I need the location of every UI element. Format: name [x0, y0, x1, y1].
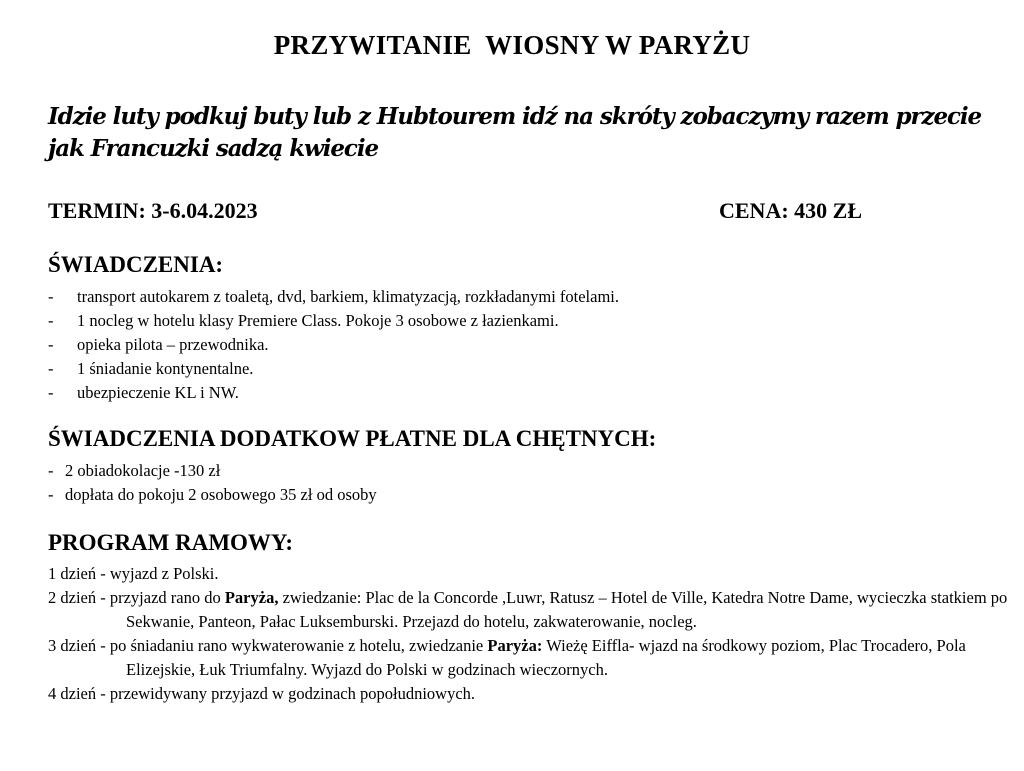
list-item: - transport autokarem z toaletą, dvd, barkiem, klimatyzacją, rozkładanymi fotelami. [48, 287, 620, 306]
program-day-2: 2 dzień - przyjazd rano do Paryża, zwiedzanie: Plac de la Concorde ,Luwr, Ratusz – Hotel de Ville, Katedra Notre Dame, wycieczka statkiem po Sekwanie, Panteon, Pałac Luksemburski. Przejazd do hotelu, zakwaterowanie, nocleg. [48, 588, 1008, 631]
swiadczenia-heading: ŚWIADCZENIA: [48, 252, 224, 277]
dodatkowe-list [48, 459, 377, 507]
list-item: - opieka pilota – przewodnika. [48, 335, 269, 354]
program-day-3: 3 dzień - po śniadaniu rano wykwaterowanie z hotelu, zwiedzanie Paryża: Wieżę Eiffla- wjazd na środkowy poziom, Plac Trocadero, Pola Elizejskie, Łuk Triumfalny. Wyjazd do Polski w godzinach wieczornych. [48, 636, 966, 679]
list-item: - 1 śniadanie kontynentalne. [48, 359, 254, 378]
program-list [48, 562, 1008, 706]
list-item: - dopłata do pokoju 2 osobowego 35 zł od osoby [48, 485, 377, 504]
motto [48, 101, 988, 165]
program-day-4: 4 dzień - przewidywany przyjazd w godzinach popołudniowych. [48, 684, 476, 703]
motto-line-2: jak Francuzki sadzą kwiecie [48, 135, 378, 162]
motto-line-1: Idzie luty podkuj buty lub z Hubtourem idź na skróty zobaczymy razem przecie [48, 103, 982, 130]
swiadczenia-list [48, 285, 619, 405]
list-item: - 2 obiadokolacje -130 zł [48, 461, 221, 480]
list-item: - ubezpieczenie KL i NW. [48, 383, 239, 402]
price: CENA: 430 ZŁ [719, 198, 863, 223]
page-title: PRZYWITANIE WIOSNY W PARYŻU [273, 30, 751, 60]
dodatkowe-heading: ŚWIADCZENIA DODATKOW PŁATNE DLA CHĘTNYCH: [48, 426, 657, 451]
termin: TERMIN: 3-6.04.2023 [48, 198, 258, 223]
list-item: - 1 nocleg w hotelu klasy Premiere Class. Pokoje 3 osobowe z łazienkami. [48, 311, 559, 330]
program-day-1: 1 dzień - wyjazd z Polski. [48, 564, 219, 583]
program-heading: PROGRAM RAMOWY: [48, 530, 294, 555]
